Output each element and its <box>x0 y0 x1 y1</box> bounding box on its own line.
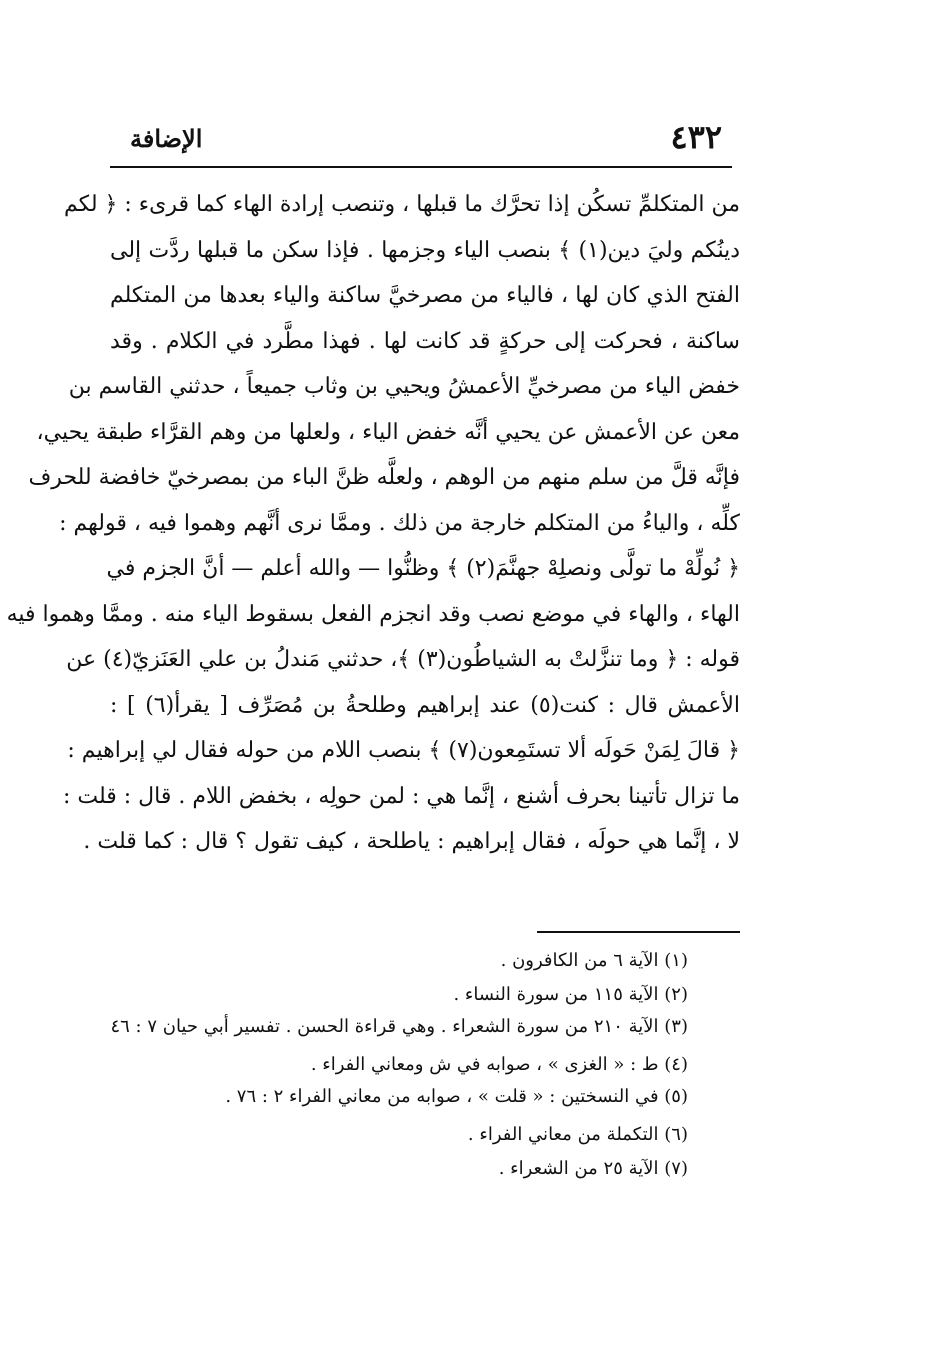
footnote-7: (٧) الآية ٢٥ من الشعراء . <box>498 1158 688 1179</box>
footnote-1: (١) الآية ٦ من الكافرون . <box>500 950 688 971</box>
footnote-rule <box>537 931 740 933</box>
footnote-6: (٦) التكملة من معاني الفراء . <box>467 1124 688 1145</box>
text-line: ساكنة ، فحركت إلى حركةٍ قد كانت لها . فهذا مطَّرد في الكلام . وقد <box>110 328 740 354</box>
footnote-3: (٣) الآية ٢١٠ من سورة الشعراء . وهي قراءة الحسن . تفسير أبي حيان ٧ : ٤٦ <box>110 1016 688 1037</box>
text-line: الأعمش قال : كنت(٥) عند إبراهيم وطلحةُ بن مُصَرِّف [ يقرأ(٦) ] : <box>110 692 740 718</box>
text-line: خفض الياء من مصرخيِّ الأعمشُ ويحيي بن وثاب جميعاً ، حدثني القاسم بن <box>68 374 740 399</box>
text-line: الفتح الذي كان لها ، فالياء من مصرخيَّ ساكنة والياء بعدها من المتكلم <box>110 283 740 308</box>
page-header <box>110 118 730 162</box>
page-number: ٤٣٢ <box>670 118 722 156</box>
footnotes <box>110 944 740 1186</box>
text-line: ﴿ قالَ لِمَنْ حَولَه ألا تستَمِعون(٧) ﴾ بنصب اللام من حوله فقال لي إبراهيم : <box>67 738 740 763</box>
header-rule <box>110 166 732 168</box>
footnote-5: (٥) في النسختين : « قلت » ، صوابه من معاني الفراء ٢ : ٧٦ . <box>225 1086 688 1107</box>
footnote-2: (٢) الآية ١١٥ من سورة النساء . <box>453 984 688 1005</box>
text-line: فإنَّه قلَّ من سلم منهم من الوهم ، ولعلَّه ظنَّ الباء من بمصرخيّ خافضة للحرف <box>28 465 740 490</box>
text-line: ما تزال تأتينا بحرف أشنع ، إنَّما هي : لمن حولِه ، بخفض اللام . قال : قلت : <box>62 783 740 809</box>
running-title: الإضافة <box>130 124 203 153</box>
text-line: لا ، إنَّما هي حولَه ، فقال إبراهيم : ياطلحة ، كيف تقول ؟ قال : كما قلت . <box>83 829 740 854</box>
text-line: ﴿ نُولِّهْ ما تولَّى ونصلِهْ جهنَّمَ(٢) ﴾ وظنُّوا — والله أعلم — أنَّ الجزم في <box>106 556 740 581</box>
text-line: من المتكلمِّ تسكُن إذا تحرَّك ما قبلها ، وتنصب إرادة الهاء كما قرىء : ﴿ لكم <box>64 192 740 217</box>
text-line: الهاء ، والهاء في موضع نصب وقد انجزم الفعل بسقوط الياء منه . وممَّا وهموا فيه <box>6 601 740 627</box>
footnote-4: (٤) ط : « الغزى » ، صوابه في ش ومعاني الفراء . <box>310 1054 688 1075</box>
main-text <box>6 182 740 865</box>
text-line: دينُكم وليَ دين(١) ﴾ بنصب الياء وجزمها . فإذا سكن ما قبلها ردَّت إلى <box>110 237 740 263</box>
text-line: معن عن الأعمش عن يحيي أنَّه خفض الياء ، ولعلها من وهم القرَّاء طبقة يحيي، <box>36 419 740 445</box>
text-line: قوله : ﴿ وما تنزَّلتْ به الشياطُون(٣) ﴾، حدثني مَندلُ بن علي العَنَزيّ(٤) عن <box>66 647 740 672</box>
text-line: كلِّه ، والياءُ من المتكلم خارجة من ذلك . وممَّا نرى أنَّهم وهموا فيه ، قولهم : <box>59 510 740 536</box>
